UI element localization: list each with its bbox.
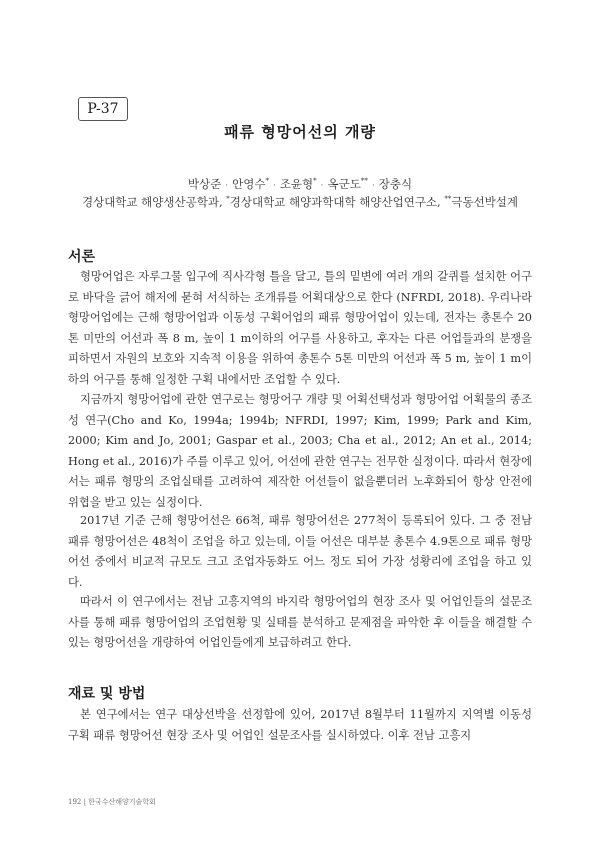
author-mark: * <box>313 177 317 186</box>
author-separator: · <box>225 181 229 191</box>
affiliation-line <box>0 194 600 210</box>
intro-paragraph <box>68 390 532 513</box>
author-line <box>0 176 600 192</box>
affiliation-1: 경상대학교 해양생산공학과, <box>81 195 223 209</box>
intro-paragraph <box>68 511 532 593</box>
author-name: 장충식 <box>378 177 413 191</box>
author-name: 박상준 <box>187 177 222 191</box>
methods-paragraph <box>68 705 532 746</box>
author-name: 안영수 <box>232 177 266 191</box>
author-separator: · <box>371 181 375 191</box>
paragraph-text: 본 연구에서는 연구 대상선박을 선정함에 있어, 2017년 8월부터 11월까지 지역별 이동성 구획 패류 형망어선 현장 조사 및 어업인 설문조사를 실시하였다. 이후 전남 고흥지 <box>68 708 532 742</box>
author-name: 옥군도 <box>327 177 361 191</box>
affiliation-mark: ** <box>444 195 452 204</box>
affiliation-mark: * <box>226 195 230 204</box>
paragraph-text: 따라서 이 연구에서는 전남 고흥지역의 바지락 형망어업의 현장 조사 및 어업인들의 설문조사를 통해 패류 형망어업의 조업현황 및 실태를 분석하고 문제점을 파악한 후 이들을 해결할 수 있는 형망어선을 개량하여 어업인들에게 보급하려고 한다. <box>68 595 532 649</box>
paragraph-text: 형망어업은 자루그물 입구에 직사각형 틀을 달고, 틀의 밑변에 여러 개의 갈퀴를 설치한 어구로 바닥을 긁어 해저에 묻혀 서식하는 조개류를 어획대상으로 한다 (NFRDI, 2018). 우리나라 형망어업에는 근해 형망어업과 이동성 구획어업의 패류 형망어업이 있는데, 전자는 총톤수 20톤 미만의 어선과 폭 8 m, 높이 1 m이하의 어구를 사용하고, 후자는 다른 어업들과의 분쟁을 피하면서 자원의 보호와 지속적 이용을 위하여 총톤수 5톤 미만의 어선과 폭 5 m, 높이 1 m이하의 어구를 통해 일정한 구획 내에서만 조업할 수 있다. <box>68 270 532 386</box>
affiliation-3: 극동선박설계 <box>451 195 519 209</box>
page-footer: 192 | 한국수산해양기술학회 <box>68 798 156 806</box>
paragraph-text: 2017년 기준 근해 형망어선은 66척, 패류 형망어선은 277척이 등록되어 있다. 그 중 전남 패류 형망어선은 48척이 조업을 하고 있는데, 이들 어선은 대부분 총톤수 4.9톤으로 패류 형망어선 중에서 비교적 규모도 크고 조업자동화도 어느 정도 되어 가장 성황리에 조업을 하고 있다. <box>68 514 532 589</box>
author-mark: ** <box>360 177 368 186</box>
author-separator: · <box>320 181 324 191</box>
paragraph-text: 지금까지 형망어업에 관한 연구로는 형망어구 개량 및 어획선택성과 형망어업 어획물의 종조성 연구(Cho and Ko, 1994a; 1994b; NFRDI, 1997; Kim, 1999; Park and Kim, 2000; Kim and Jo, 2001; Gaspar et al., 2003; Cha et al., 2012; An et al., 2014; Hong et al., 2016)가 주를 이루고 있어, 어선에 관한 연구는 전무한 실정이다. 따라서 현장에서는 패류 형망의 조업실태를 고려하여 제작한 어선들이 없을뿐더러 노후화되어 항상 안전에 위협을 받고 있는 실정이다. <box>68 393 532 509</box>
intro-paragraph <box>68 267 532 390</box>
poster-id-box: P-37 <box>78 97 128 121</box>
author-mark: * <box>265 177 269 186</box>
intro-paragraph <box>68 592 532 654</box>
author-separator: · <box>272 181 276 191</box>
affiliation-2: 경상대학교 해양과학대학 해양산업연구소, <box>229 195 441 209</box>
section-heading-methods: 재료 및 방법 <box>68 686 146 702</box>
author-name: 조윤형 <box>279 177 314 191</box>
paper-title: 패류 형망어선의 개량 <box>224 123 376 141</box>
section-heading-intro: 서론 <box>68 249 96 265</box>
